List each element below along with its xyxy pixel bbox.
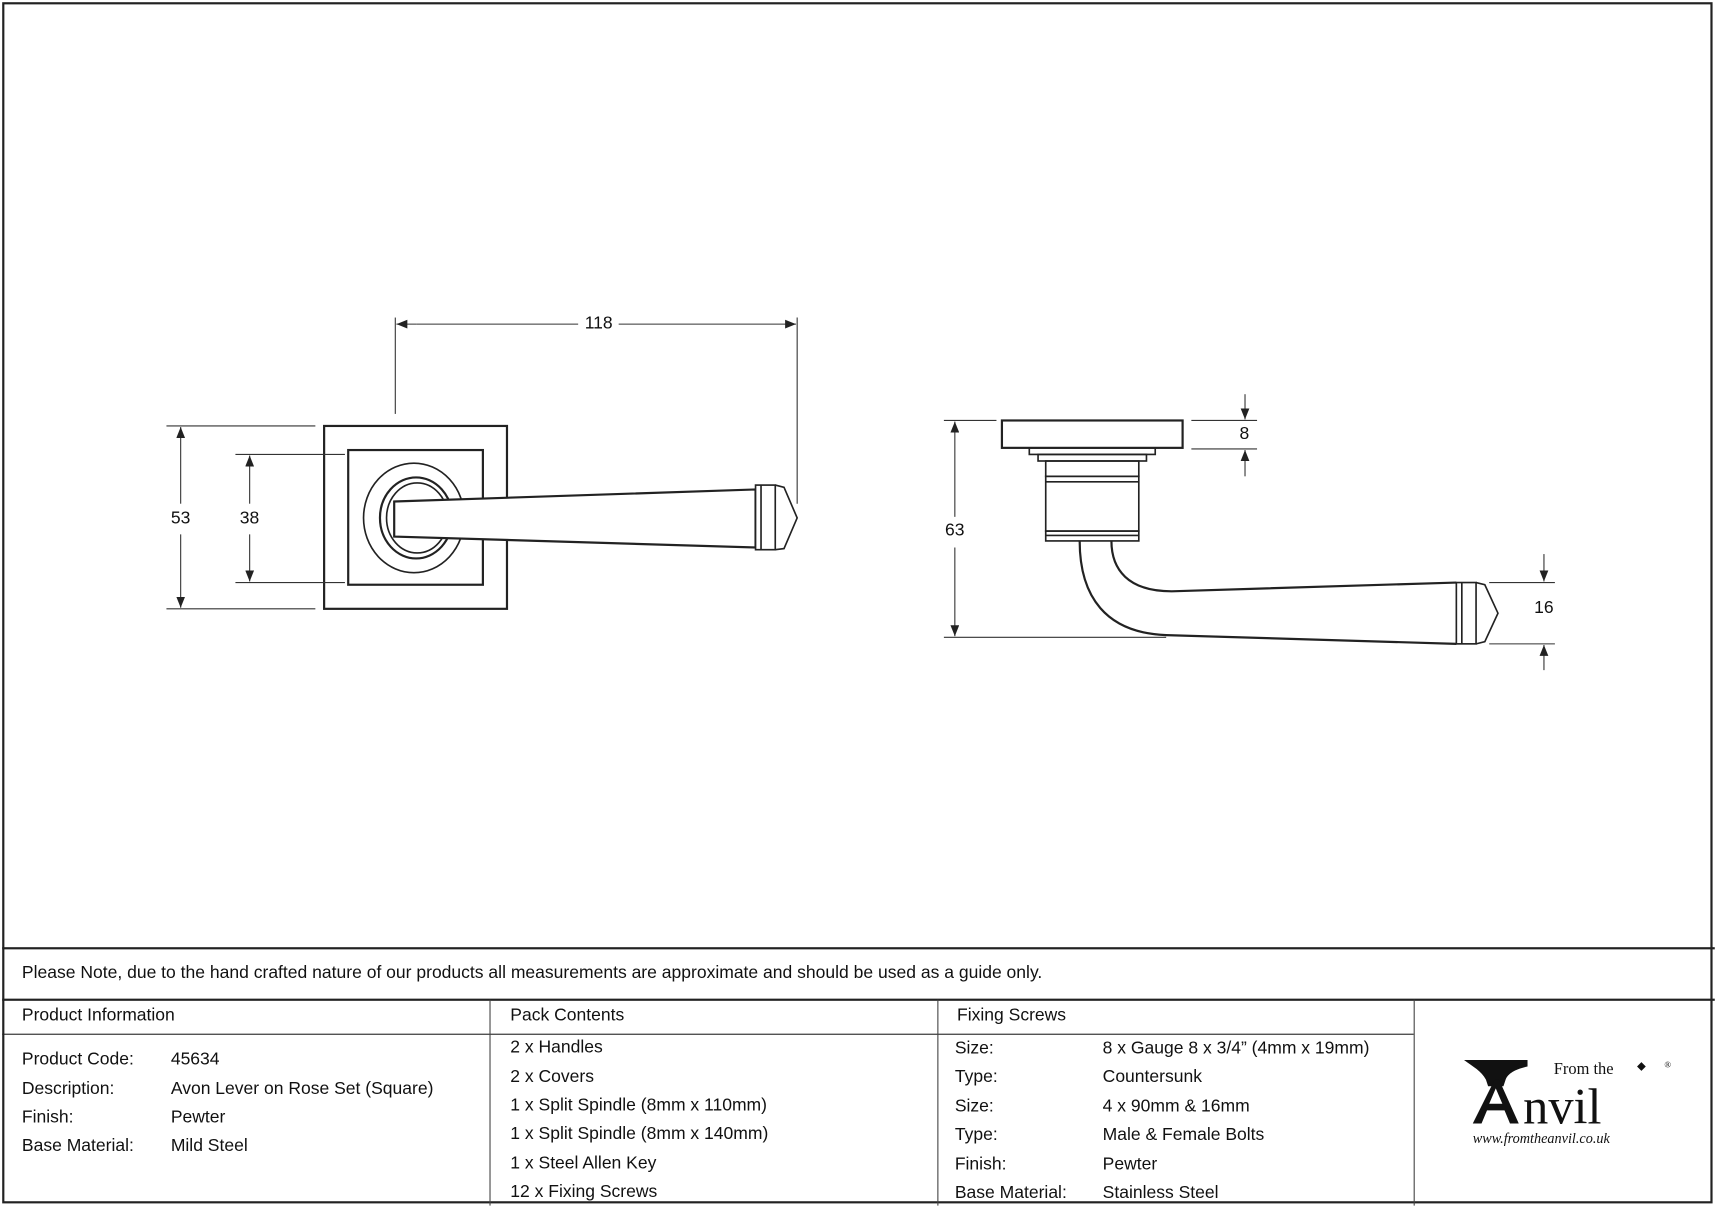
fixing-screws-heading: Fixing Screws <box>957 1006 1067 1025</box>
from-the-anvil-logo <box>1462 1051 1681 1155</box>
finish-value: Pewter <box>170 1108 226 1127</box>
divider <box>2 999 1715 1001</box>
screw-row-label: Size: <box>954 1039 994 1058</box>
column-divider <box>1414 1000 1415 1206</box>
divider <box>2 947 1715 949</box>
dimension-inner-height-label: 38 <box>239 509 260 528</box>
screw-row-label: Size: <box>954 1097 994 1116</box>
svg-text:From the: From the <box>1553 1059 1614 1079</box>
pack-contents-heading: Pack Contents <box>510 1006 625 1025</box>
side-view <box>1002 420 1498 643</box>
screw-row-value: Countersunk <box>1102 1067 1203 1087</box>
list-item: 1 x Split Spindle (8mm x 140mm) <box>510 1124 769 1144</box>
screw-row-label: Finish: <box>954 1155 1007 1174</box>
screw-row-value: 8 x Gauge 8 x 3/4” (4mm x 19mm) <box>1102 1039 1370 1058</box>
column-divider <box>489 1000 490 1206</box>
list-item: 2 x Handles <box>510 1038 603 1057</box>
dimension-rose-height-label: 53 <box>170 509 191 528</box>
dimension-rose-thickness-label: 8 <box>1239 424 1250 444</box>
description-label: Description: <box>21 1079 115 1099</box>
description-value: Avon Lever on Rose Set (Square) <box>170 1079 434 1099</box>
screw-row-value: 4 x 90mm & 16mm <box>1102 1097 1250 1116</box>
product-code-label: Product Code: <box>21 1050 134 1069</box>
screw-row-value: Pewter <box>1102 1155 1158 1174</box>
list-item: 1 x Split Spindle (8mm x 110mm) <box>510 1096 767 1115</box>
anvil-icon <box>1462 1051 1681 1155</box>
list-item: 1 x Steel Allen Key <box>510 1154 657 1173</box>
dimension-width-label: 118 <box>581 314 616 334</box>
base-material-label: Base Material: <box>21 1136 134 1156</box>
product-code-value: 45634 <box>170 1050 220 1069</box>
screw-row-label: Type: <box>954 1125 998 1145</box>
screw-row-value: Stainless Steel <box>1102 1183 1219 1203</box>
base-material-value: Mild Steel <box>170 1136 248 1156</box>
screw-row-label: Base Material: <box>954 1183 1067 1203</box>
measurement-note: Please Note, due to the hand crafted nature of our products all measurements are approximate and should be used as a guide only. <box>21 963 1043 983</box>
column-divider <box>937 1000 938 1206</box>
divider <box>2 1034 1413 1035</box>
list-item: 2 x Covers <box>510 1067 595 1087</box>
front-view <box>324 426 797 609</box>
dimension-grip-label: 16 <box>1534 598 1554 618</box>
screw-row-label: Type: <box>954 1067 998 1087</box>
svg-text:nvil: nvil <box>1523 1078 1602 1135</box>
svg-text:®: ® <box>1664 1059 1672 1070</box>
finish-label: Finish: <box>21 1108 74 1127</box>
dimension-projection-label: 63 <box>944 521 965 540</box>
svg-text:www.fromtheanvil.co.uk: www.fromtheanvil.co.uk <box>1472 1131 1610 1148</box>
list-item: 12 x Fixing Screws <box>510 1182 658 1202</box>
screw-row-value: Male & Female Bolts <box>1102 1125 1265 1145</box>
product-info-heading: Product Information <box>21 1006 175 1025</box>
